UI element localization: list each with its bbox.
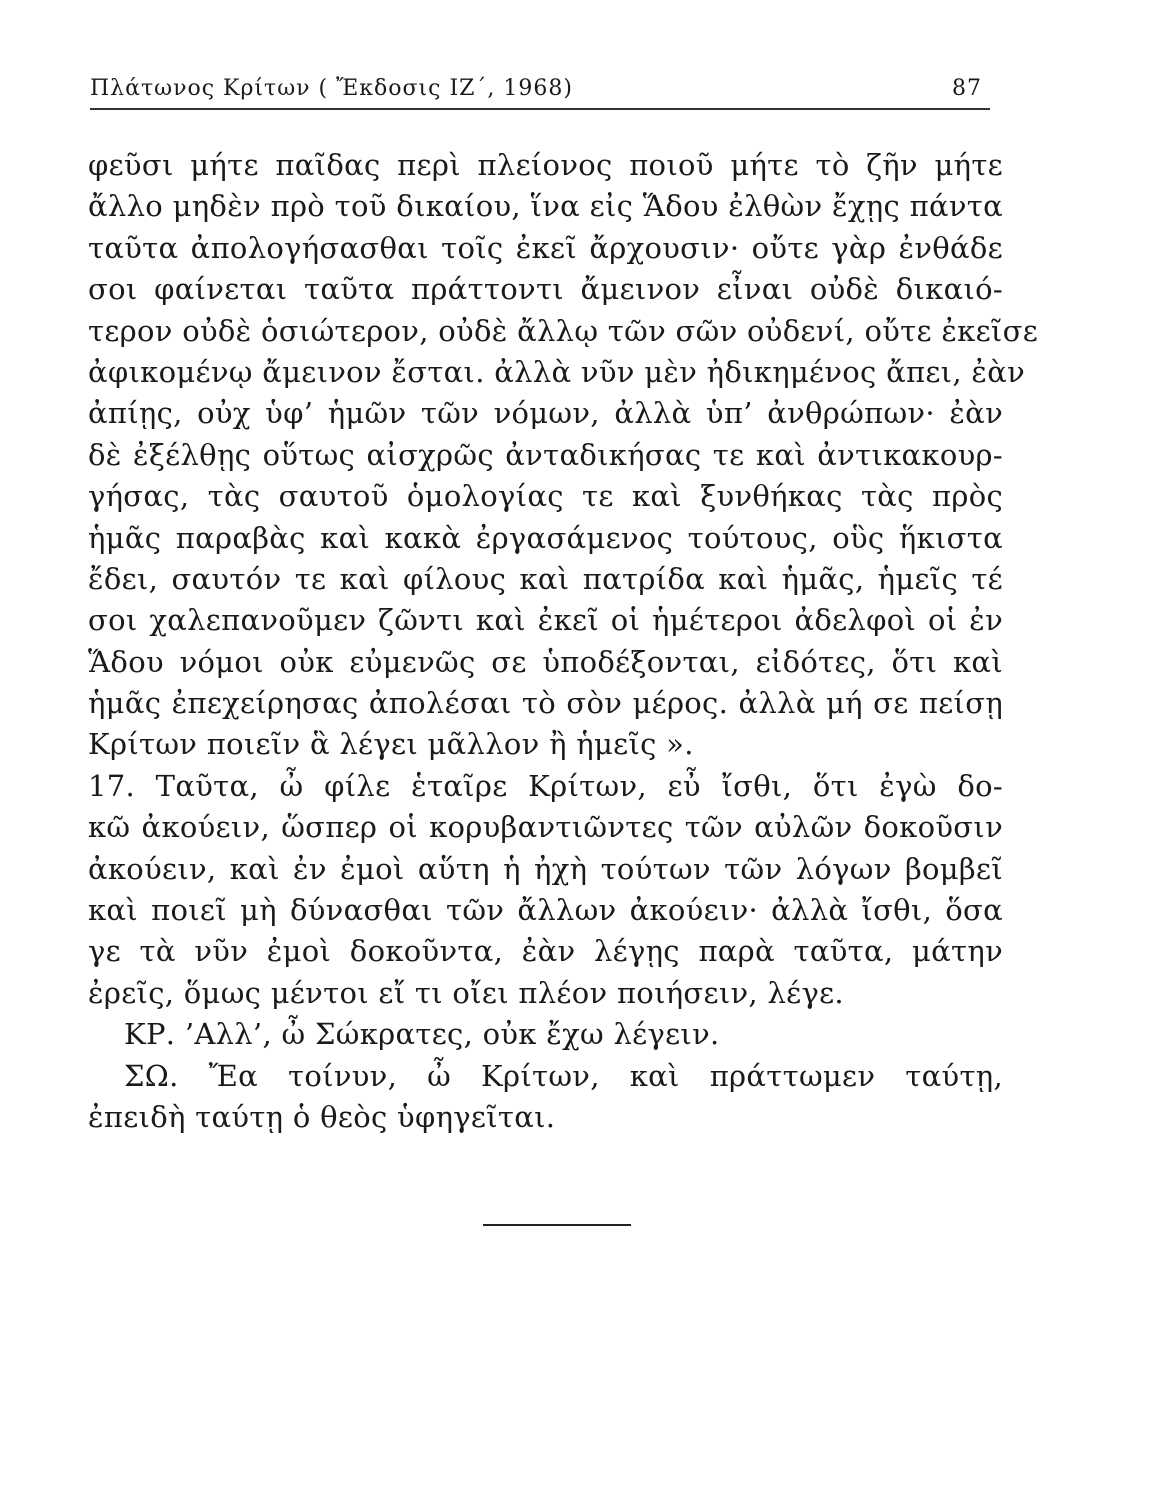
text-line: γε τὰ νῦν ἐμοὶ δοκοῦντα, ἐὰν λέγῃς παρὰ ταῦτα, μάτην: [88, 934, 1003, 969]
text-line: ταῦτα ἀπολογήσασθαι τοῖς ἐκεῖ ἄρχουσιν· οὔτε γὰρ ἐνθάδε: [88, 230, 1003, 265]
dialogue-line-kr: ΚΡ. ’Αλλ’, ὦ Σώκρατες, οὐκ ἔχω λέγειν.: [124, 1017, 720, 1052]
text-line: Κρίτων ποιεῖν ἃ λέγει μᾶλλον ἢ ἡμεῖς ».: [88, 727, 694, 762]
text-line: φεῦσι μήτε παῖδας περὶ πλείονος ποιοῦ μήτε τὸ ζῆν μήτε: [88, 148, 1003, 182]
text-line: ἡμᾶς ἐπεχείρησας ἀπολέσαι τὸ σὸν μέρος. ἀλλὰ μή σε πείσῃ: [88, 686, 1003, 721]
section-17-line: 17. Ταῦτα, ὦ φίλε ἑταῖρε Κρίτων, εὖ ἴσθι, ὅτι ἐγὼ δο-: [88, 768, 1003, 803]
text-line: ἀκούειν, καὶ ἐν ἐμοὶ αὕτη ἡ ἠχὴ τούτων τῶν λόγων βομβεῖ: [88, 851, 1003, 886]
dialogue-line-so: ΣΩ. Ἔα τοίνυν, ὦ Κρίτων, καὶ πράττωμεν ταύτῃ,: [124, 1058, 1003, 1093]
text-line: ἀπίῃς, οὐχ ὑφ’ ἡμῶν τῶν νόμων, ἀλλὰ ὑπ’ ἀνθρώπων· ἐὰν: [88, 396, 1003, 431]
text-line: καὶ ποιεῖ μὴ δύνασθαι τῶν ἄλλων ἀκούειν· ἀλλὰ ἴσθι, ὅσα: [88, 893, 1003, 928]
text-line: ἐρεῖς, ὅμως μέντοι εἴ τι οἴει πλέον ποιήσειν, λέγε.: [88, 975, 844, 1010]
running-header: [90, 74, 990, 110]
text-line: γήσας, τὰς σαυτοῦ ὁμολογίας τε καὶ ξυνθήκας τὰς πρὸς: [88, 479, 1003, 514]
page-number: 87: [952, 76, 982, 101]
text-line: τερον οὐδὲ ὁσιώτερον, οὐδὲ ἄλλῳ τῶν σῶν οὐδενί, οὔτε ἐκεῖσε: [88, 313, 1039, 348]
text-line: ἐπειδὴ ταύτῃ ὁ θεὸς ὑφηγεῖται.: [88, 1099, 556, 1134]
body-text: [88, 145, 1039, 1138]
text-line: κῶ ἀκούειν, ὥσπερ οἱ κορυβαντιῶντες τῶν αὐλῶν δοκοῦσιν: [88, 810, 1003, 845]
text-line: σοι φαίνεται ταῦτα πράττοντι ἄμεινον εἶναι οὐδὲ δικαιό-: [88, 272, 1003, 307]
text-line: Ἅδου νόμοι οὐκ εὐμενῶς σε ὑποδέξονται, εἰδότες, ὅτι καὶ: [88, 644, 1003, 679]
text-line: ἡμᾶς παραβὰς καὶ κακὰ ἐργασάμενος τούτους, οὓς ἥκιστα: [88, 520, 1003, 555]
end-rule: [483, 1224, 631, 1226]
text-line: δὲ ἐξέλθῃς οὕτως αἰσχρῶς ἀνταδικήσας τε καὶ ἀντικακουρ-: [88, 437, 1003, 472]
header-title: Πλάτωνος Κρίτων ( Ἔκδοσις ΙΖ΄, 1968): [90, 76, 573, 101]
text-line: ἔδει, σαυτόν τε καὶ φίλους καὶ πατρίδα καὶ ἡμᾶς, ἡμεῖς τέ: [88, 561, 1003, 596]
text-line: σοι χαλεπανοῦμεν ζῶντι καὶ ἐκεῖ οἱ ἡμέτεροι ἀδελφοὶ οἱ ἐν: [88, 603, 1003, 638]
text-line: ἄλλο μηδὲν πρὸ τοῦ δικαίου, ἵνα εἰς Ἅδου ἐλθὼν ἔχῃς πάντα: [88, 189, 1003, 224]
text-line: ἀφικομένῳ ἄμεινον ἔσται. ἀλλὰ νῦν μὲν ἠδικημένος ἄπει, ἐὰν: [88, 354, 1026, 389]
